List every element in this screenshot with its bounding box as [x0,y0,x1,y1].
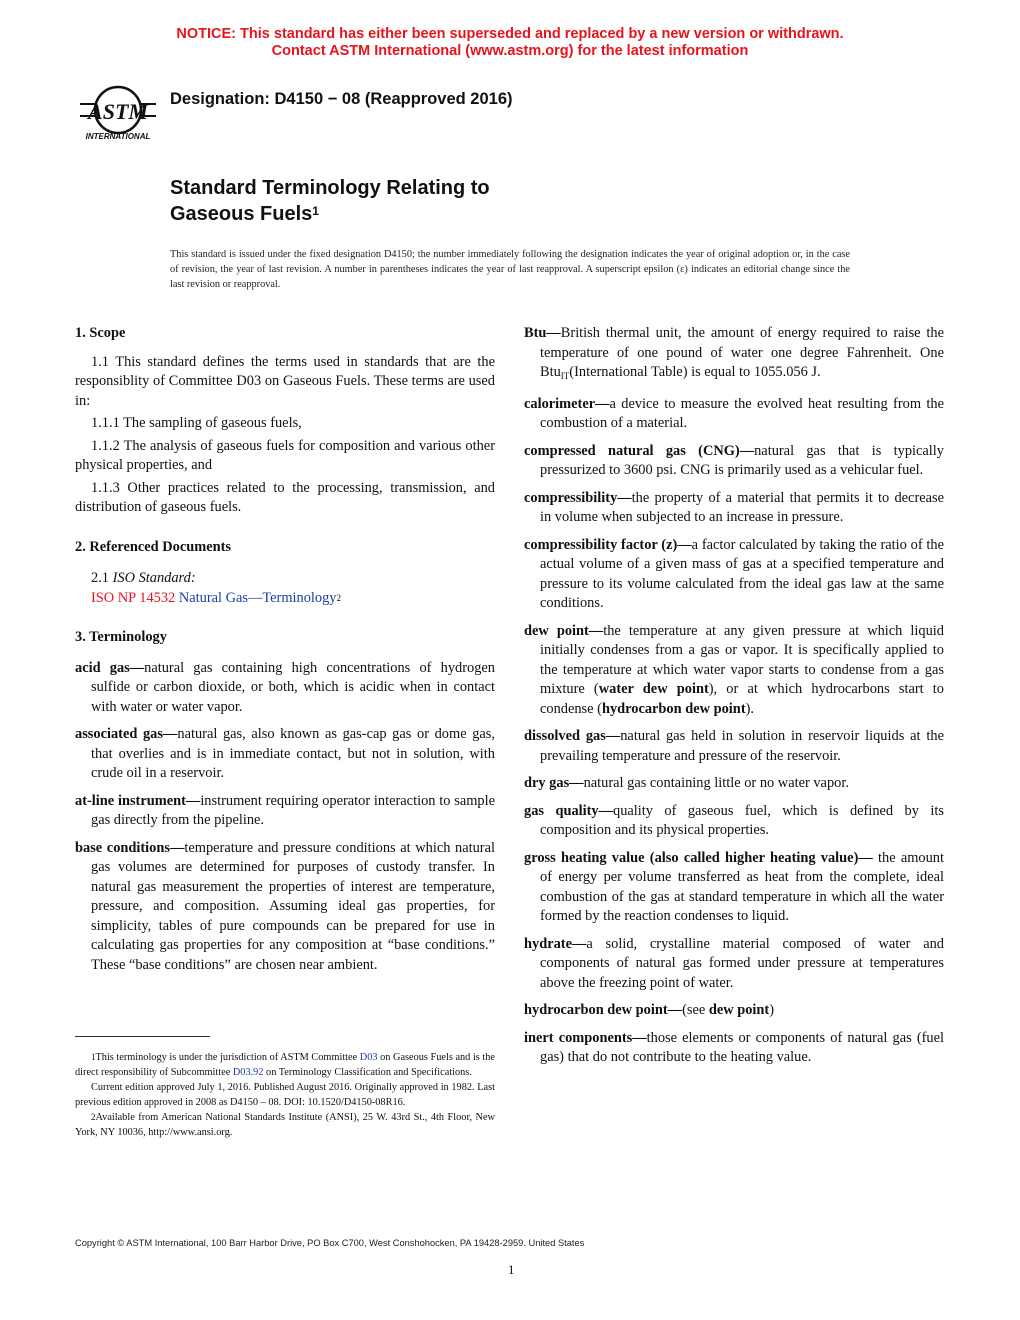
term-label: gross heating value (also called higher heating value)— [524,849,873,866]
astm-logo [76,76,160,142]
footnote-edition: Current edition approved July 1, 2016. Published August 2016. Originally approved in 1982. Last previous edition approved in 2008 as D4150 – 08. DOI: 10.1520/D4150-08R16. [75,1082,495,1108]
term-entry-compressibility [524,489,944,528]
referenced-heading: 2. Referenced Documents [75,538,231,555]
term-entry-base-conditions [75,839,495,976]
term-definition: natural gas containing high concentrations of hydrogen sulfide or carbon dioxide, or both, which is acidic when in contact with water or water vapor. [91,659,495,715]
footnote-1-text-a: This terminology is under the jurisdiction of ASTM Committee [95,1052,360,1063]
iso-footnote-mark: 2 [336,592,341,603]
notice-line-1: NOTICE: This standard has either been superseded and replaced by a new version or withdrawn. [176,26,844,42]
term-label: compressibility— [524,489,632,506]
term-entry-inert-components [524,1029,944,1068]
committee-d03-link[interactable]: D03 [359,1052,378,1063]
scope-p3: 1.1.2 The analysis of gaseous fuels for composition and various other physical properties, and [75,437,495,473]
see-prefix: (see [682,1002,709,1018]
footnote-1-mark: 1 [91,1052,96,1062]
term-label: compressibility factor (z)— [524,536,692,553]
logo-letters: ASTM [88,99,148,124]
term-entry-dew-point [524,622,944,720]
term-definition: a solid, crystalline material composed of water and components of natural gas formed under pressure at temperatures above the freezing point of water. [540,935,944,991]
scope-p1: 1.1 This standard defines the terms used in standards that are the responsiblity of Committee D03 on Gaseous Fuels. These terms are used in: [75,353,495,409]
see-reference: dew point [708,1002,770,1018]
page-number: 1 [508,1262,515,1277]
term-definition: those elements or components of natural gas (fuel gas) that do not contribute to the heating value. [540,1029,944,1065]
term-definition: the temperature at any given pressure at which liquid initially condenses from a gas or vapor. It is specifically applied to the temperature at which water vapor starts to condense from a gas mixture ( [540,622,944,697]
term-definition: a device to measure the evolved heat resulting from the combustion of a material. [540,395,944,431]
term-definition: a factor calculated by taking the ratio of the actual volume of a given mass of gas at a specified temperature and pressure to its volume calculated from the ideal gas law at the same conditions. [540,536,944,611]
page-title [170,175,490,227]
term-definition-cont: ), or at which hydrocarbons start to condense ( [540,681,944,717]
referenced-iso-entry [75,589,495,609]
term-label: acid gas— [75,659,145,676]
term-label: dissolved gas— [524,728,621,744]
term-label: compressed natural gas (CNG)— [524,442,755,459]
term-entry-dry-gas [524,774,944,794]
term-definition: the amount of energy per volume transferred as heat from the complete, ideal combustion of the gas at standard temperature in which all the water formed by the reaction condenses to liquid. [540,849,944,924]
term-entry-btu [524,324,944,387]
term-definition: British thermal unit, the amount of energy required to raise the temperature of one pound of water one degree Fahrenheit. One Btu [540,325,944,380]
hydrocarbon-dew-point: hydrocarbon dew point [601,700,746,717]
subcommittee-d0392-link[interactable]: D03.92 [232,1067,264,1078]
term-definition: the property of a material that permits it to decrease in volume when subjected to an increase in pressure. [540,489,944,525]
footnote-1 [75,1050,495,1080]
footnote-2 [75,1110,495,1140]
term-entry-acid-gas [75,659,495,718]
scope-p2: 1.1.1 The sampling of gaseous fuels, [91,415,302,431]
footnote-2-mark: 2 [91,1112,96,1122]
term-entry-dissolved-gas [524,727,944,766]
water-dew-point: water dew point [598,681,709,697]
term-label: dew point— [524,622,604,639]
iso-standard-label: ISO Standard: [112,570,196,586]
notice-line-2: Contact ASTM International (www.astm.org) for the latest information [271,43,749,59]
preamble: This standard is issued under the fixed designation D4150; the number immediately following the designation indicates the year of original adoption or, in the case of revision, the year of last revision. A number in parentheses indicates the year of last reapproval. A superscript epsilon (ε) indicates an editorial change since the last revision or reapproval. [170,249,850,290]
term-entry-compressibility-factor [524,536,944,614]
term-definition: instrument requiring operator interaction to sample gas directly from the pipeline. [91,792,495,828]
term-label: inert components— [524,1029,647,1046]
referenced-iso-label [75,569,495,589]
term-entry-hydrate [524,935,944,994]
term-label: calorimeter— [524,395,610,412]
footnote-1-text-c: on Terminology Classification and Specifications. [263,1067,472,1078]
term-entry-calorimeter [524,395,944,434]
footnote-divider [75,1036,210,1037]
iso-code-link[interactable]: ISO NP 14532 [91,589,176,606]
term-entry-gas-quality [524,802,944,841]
term-definition: quality of gaseous fuel, which is defined by its composition and its physical properties. [540,802,944,838]
see-suffix: ) [769,1002,774,1018]
designation: Designation: D4150 − 08 (Reapproved 2016) [170,90,513,108]
btu-subscript: IT [560,371,570,381]
term-label: associated gas— [75,726,178,742]
copyright: Copyright © ASTM International, 100 Barr Harbor Drive, PO Box C700, West Conshohocken, PA 19428-2959. United States [75,1238,585,1248]
footnote-1-text-b: on Gaseous Fuels and is the direct responsibility of Subcommittee [75,1052,495,1078]
term-entry-cng [524,442,944,481]
scope-p4: 1.1.3 Other practices related to the processing, transmission, and distribution of gaseous fuels. [75,479,495,515]
term-label: hydrate— [524,935,587,952]
scope-heading: 1. Scope [75,325,126,341]
term-definition: natural gas containing little or no water vapor. [583,775,849,791]
term-definition: temperature and pressure conditions at which natural gas volumes are determined for purposes of custody transfer. In natural gas measurement the properties of interest are temperature, pressure, and composition. Assuming ideal gas properties, for simplicity, tables of pure compounds can be prepared for use in calculating gas properties for any composition at “base conditions.” These “base conditions” are chosen near ambient. [91,839,495,973]
left-column [75,324,495,983]
term-label: dry gas— [524,775,584,791]
term-label: Btu— [524,325,561,341]
term-definition: natural gas, also known as gas-cap gas or dome gas, that overlies and is in immediate contact, but not in solution, with crude oil in a reservoir. [91,726,495,781]
title-footnote-mark: 1 [312,204,319,218]
footnotes [75,1050,495,1140]
title-line-1: Standard Terminology Relating to [170,177,490,199]
terminology-heading: 3. Terminology [75,629,167,645]
term-definition-end: ). [745,700,754,717]
footnote-2-text: Available from American National Standards Institute (ANSI), 25 W. 43rd St., 4th Floor, New York, NY 10036, http://www.ansi.org. [75,1112,495,1138]
term-label: base conditions— [75,839,185,856]
term-definition: natural gas that is typically pressurized to 3600 psi. CNG is primarily used as a vehicular fuel. [540,442,944,478]
right-column [524,324,944,1076]
term-entry-associated-gas [75,725,495,784]
term-label: gas quality— [524,802,614,819]
term-definition-cont: (International Table) is equal to 1055.056 J. [569,364,821,380]
term-entry-at-line-instrument [75,792,495,831]
term-label: at-line instrument— [75,792,201,809]
term-label: hydrocarbon dew point— [524,1002,683,1018]
title-line-2: Gaseous Fuels [170,203,313,225]
term-definition: natural gas held in solution in reservoir liquids at the prevailing temperature and pressure of the reservoir. [540,728,944,764]
term-entry-gross-heating-value [524,849,944,927]
logo-subtitle: INTERNATIONAL [85,132,151,141]
iso-title-link[interactable]: Natural Gas—Terminology [178,589,337,606]
term-entry-hydrocarbon-dew-point [524,1001,944,1021]
notice-banner [0,26,1020,60]
referenced-num: 2.1 [91,570,109,586]
